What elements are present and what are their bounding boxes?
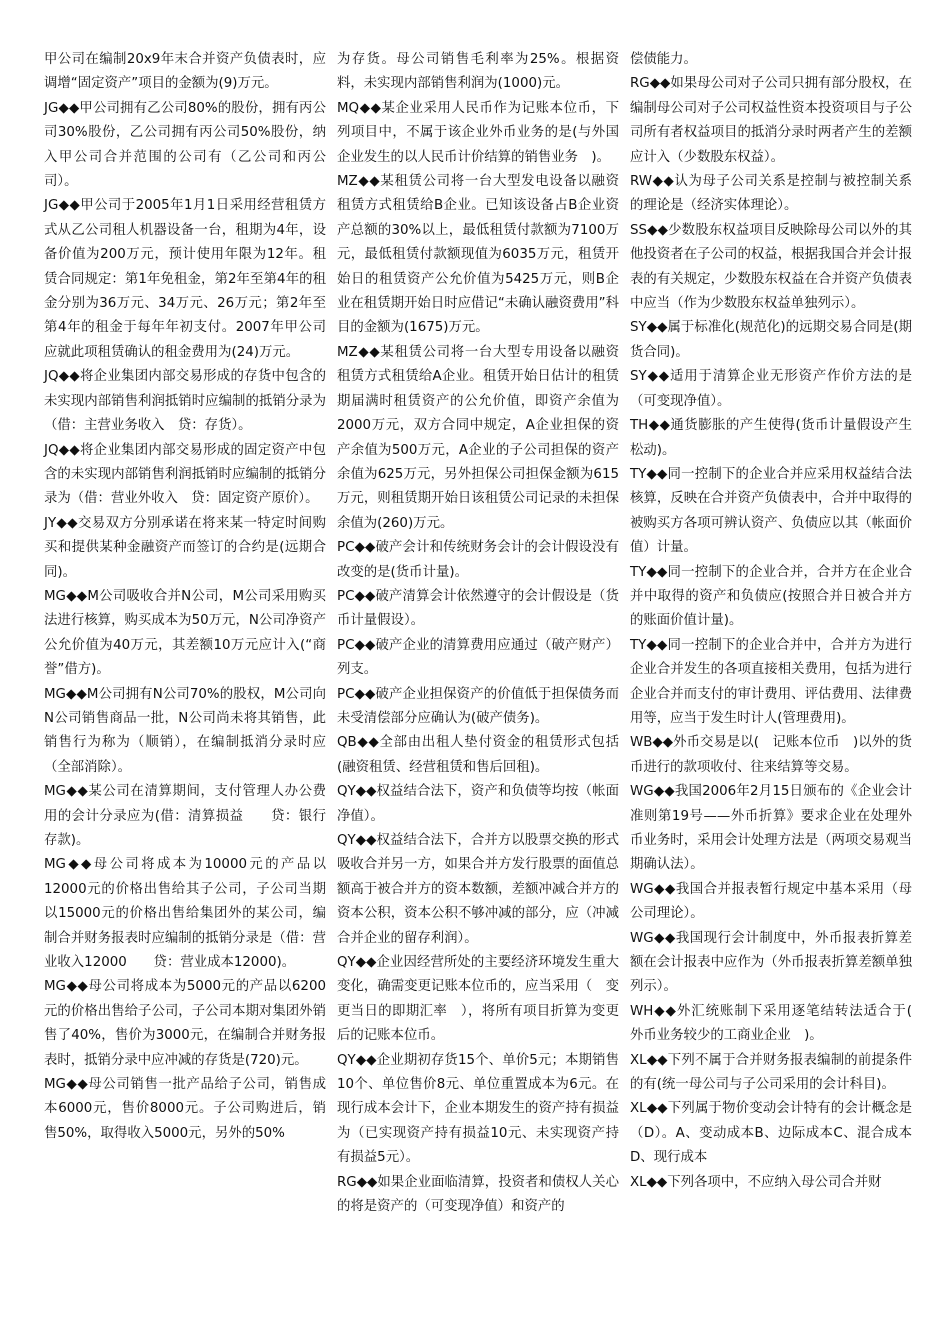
document-page: [44, 48, 926, 1328]
question-entry: MG◆◆M公司吸收合并N公司，M公司采用购买法进行核算，购买成本为50万元，N公司净资产公允价值为40万元，其差额10万元应计入(“商誉”借方)。: [44, 588, 326, 678]
question-entry: XL◆◆下列属于物价变动会计特有的会计概念是（D）。A、变动成本B、边际成本C、混合成本D、现行成本: [630, 1101, 912, 1166]
question-entry: QY◆◆企业期初存货15个、单价5元；本期销售10个、单位售价8元、单位重置成本为6元。在现行成本会计下，企业本期发生的资产持有损益为（已实现资产持有损益10元、未实现资产持有损益5元）。: [337, 1052, 619, 1166]
question-entry: RG◆◆如果母公司对子公司只拥有部分股权，在编制母公司对子公司权益性资本投资项目与子公司所有者权益项目的抵消分录时两者产生的差额应计入（少数股东权益）。: [630, 76, 912, 165]
question-entry: TH◆◆通货膨胀的产生使得(货币计量假设产生松动)。: [630, 418, 912, 458]
question-entry: 偿债能力。: [630, 52, 697, 67]
question-entry: JQ◆◆将企业集团内部交易形成的存货中包含的未实现内部销售利润抵销时应编制的抵销分录为（借：主营业务收入 贷：存货）。: [44, 369, 326, 434]
question-entry: MG◆◆母公司将成本为10000元的产品以12000元的价格出售给其子公司，子公司当期以15000元的价格出售给集团外的某公司，编制合并财务报表时应编制的抵销分录是（借：营业收入12000 贷：营业成本12000)。: [44, 857, 326, 971]
question-entry: RG◆◆如果企业面临清算，投资者和债权人关心的将是资产的（可变现净值）和资产的: [337, 1174, 619, 1215]
question-entry: PC◆◆破产清算会计依然遵守的会计假设是（货币计量假设）。: [337, 588, 619, 629]
question-entry: 为存货。母公司销售毛利率为25%。根据资料，未实现内部销售利润为(1000)元。: [337, 52, 619, 92]
question-entry: MZ◆◆某租赁公司将一台大型发电设备以融资租赁方式租赁给B企业。已知该设备占B企业资产总额的30%以上，最低租赁付款额为7100万元，最低租赁付款额现值为6035万元，租赁开始日的租赁资产公允价值为5425万元，则B企业在租赁期开始日时应借记“未确认融资费用”科目的金额为(1675)万元。: [337, 174, 619, 336]
question-entry: SY◆◆适用于清算企业无形资产作价方法的是（可变现净值）。: [630, 369, 912, 409]
question-entry: JG◆◆甲公司拥有乙公司80%的股份，拥有丙公司30%股份，乙公司拥有丙公司50%股份，纳入甲公司合并范围的公司有（乙公司和丙公司）。: [44, 100, 326, 190]
question-entry: PC◆◆破产会计和传统财务会计的会计假设没有改变的是(货币计量)。: [337, 540, 619, 580]
question-entry: MQ◆◆某企业采用人民币作为记账本位币，下列项目中，不属于该企业外币业务的是(与外国企业发生的以人民币计价结算的销售业务 )。: [337, 100, 619, 165]
question-entry: TY◆◆同一控制下的企业合并应采用权益结合法核算，反映在合并资产负债表中，合并中取得的被购买方各项可辨认资产、负债应以其（帐面价值）计量。: [630, 466, 912, 556]
question-entry: QY◆◆权益结合法下，资产和负债等均按（帐面净值）。: [337, 784, 619, 824]
question-entry: 甲公司在编制20x9年末合并资产负债表时，应调增“固定资产”项目的金额为(9)万元。: [44, 52, 326, 92]
question-entry: PC◆◆破产企业的清算费用应通过（破产财产）列支。: [337, 637, 619, 678]
text-column-left: [44, 48, 326, 1328]
question-entry: MG◆◆M公司拥有N公司70%的股权，M公司向N公司销售商品一批，N公司尚未将其销售，此销售行为称为（顺销），在编制抵消分录时应（全部消除）。: [44, 686, 326, 775]
question-entry: PC◆◆破产企业担保资产的价值低于担保债务而未受清偿部分应确认为(破产债务)。: [337, 686, 619, 726]
question-entry: WG◆◆我国合并报表暂行规定中基本采用（母公司理论）。: [630, 881, 912, 922]
question-entry: TY◆◆同一控制下的企业合并，合并方在企业合并中取得的资产和负债应(按照合并日被合并方的账面价值计量)。: [630, 564, 912, 629]
question-entry: QY◆◆权益结合法下，合并方以股票交换的形式吸收合并另一方，如果合并方发行股票的面值总额高于被合并方的资本数额，差额冲减合并方的资本公积，资本公积不够冲减的部分，应（冲减合并企业的留存利润）。: [337, 833, 619, 946]
question-entry: WG◆◆我国2006年2月15日颁布的《企业会计准则第19号——外币折算》要求企业在处理外币业务时，采用会计处理方法是（两项交易观当期确认法）。: [630, 784, 912, 873]
question-entry: MG◆◆母公司将成本为5000元的产品以6200元的价格出售给子公司，子公司本期对集团外销售了40%，售价为3000元，在编制合并财务报表时，抵销分录中应冲减的存货是(720)元。: [44, 979, 326, 1068]
question-entry: JQ◆◆将企业集团内部交易形成的固定资产中包含的未实现内部销售利润抵销时应编制的抵销分录为（借：营业外收入 贷：固定资产原价）。: [44, 442, 326, 507]
question-entry: QB◆◆全部由出租人垫付资金的租赁形式包括(融资租赁、经营租赁和售后回租)。: [337, 735, 619, 775]
question-entry: RW◆◆认为母子公司关系是控制与被控制关系的理论是（经济实体理论）。: [630, 174, 912, 214]
question-entry: MZ◆◆某租赁公司将一台大型专用设备以融资租赁方式租赁给A企业。租赁开始日估计的租赁期届满时租赁资产的公允价值，即资产余值为2000万元，双方合同中规定，A企业担保的资产余值为500万元，A企业的子公司担保的资产余值为625万元，另外担保公司担保金额为615万元，则租赁期开始日该租赁公司记录的未担保余值为(260)万元。: [337, 344, 619, 531]
question-entry: TY◆◆同一控制下的企业合并中，合并方为进行企业合并发生的各项直接相关费用，包括为进行企业合并而支付的审计费用、评估费用、法律费用等，应当于发生时计人(管理费用)。: [630, 637, 912, 726]
question-entry: WG◆◆我国现行会计制度中，外币报表折算差额在会计报表中应作为（外币报表折算差额单独列示）。: [630, 930, 912, 995]
question-entry: XL◆◆下列不属于合并财务报表编制的前提条件的有(统一母公司与子公司采用的会计科目)。: [630, 1052, 912, 1093]
question-entry: MG◆◆某公司在清算期间，支付管理人办公费用的会计分录应为(借：清算损益 贷：银行存款)。: [44, 784, 326, 848]
text-column-right: [630, 48, 926, 1328]
question-entry: JY◆◆交易双方分别承诺在将来某一特定时间购买和提供某种金融资产而签订的合约是(远期合同)。: [44, 515, 326, 580]
question-entry: SS◆◆少数股东权益项目反映除母公司以外的其他投资者在子公司的权益，根据我国合并会计报表的有关规定，少数股东权益在合并资产负债表中应当（作为少数股东权益单独列示）。: [630, 222, 912, 312]
question-entry: WH◆◆外汇统账制下采用逐笔结转法适合于( 外币业务较少的工商业企业 )。: [630, 1003, 926, 1044]
question-entry: WB◆◆外币交易是以( 记账本位币 )以外的货币进行的款项收付、往来结算等交易。: [630, 735, 912, 775]
question-entry: JG◆◆甲公司于2005年1月1日采用经营租赁方式从乙公司租人机器设备一台，租期为4年，设备价值为200万元，预计使用年限为12年。租赁合同规定：第1年免租金，第2年至第4年的租金分别为36万元、34万元、26万元；第2年至第4年的租金于每年年初支付。2007年甲公司应就此项租赁确认的租金费用为(24)万元。: [44, 198, 326, 360]
question-entry: SY◆◆属于标准化(规范化)的远期交易合同是(期货合同)。: [630, 320, 912, 360]
text-column-middle: [337, 48, 619, 1328]
question-entry: MG◆◆母公司销售一批产品给子公司，销售成本6000元，售价8000元。子公司购进后，销售50%，取得收入5000元，另外的50%: [44, 1077, 326, 1141]
question-entry: QY◆◆企业因经营所处的主要经济环境发生重大变化，确需变更记账本位币的，应当采用（ 变更当日的即期汇率 ），将所有项目折算为变更后的记账本位币。: [337, 955, 619, 1044]
question-entry: XL◆◆下列各项中，不应纳入母公司合并财: [630, 1174, 882, 1190]
